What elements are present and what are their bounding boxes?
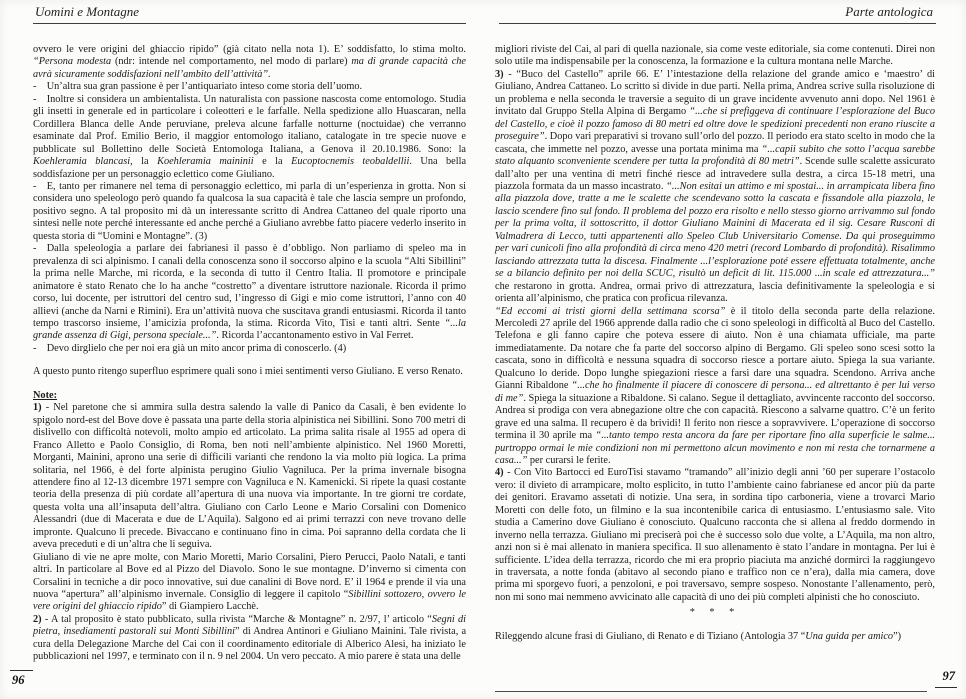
section-break-stars: * * *: [689, 607, 741, 619]
note-paragraph: 3) - “Buco del Castello” aprile 66. E’ l’intestazione della relazione del grande amico e ‘maestro’ di Giuliano, Andrea Cattaneo. Lo scritto si divide in due parti. Nella prima, Andrea scrive sulla risoluzione di un problema e nella seconda le traversie a seguito di un grave incidente avvenuto anni dopo. Nel 1961 è invitato dal Gruppo Stella Alpina di Bergamo “...che si prefiggeva di continuare l’esplorazione del Buco del Castello, e cioè il pozzo famoso di 80 metri ed oltre dove le spedizioni precedenti non erano riuscite a proseguire”. Dopo vari preparativi si trovano sull’orlo del pozzo. Il periodo era stato scelto in modo che la cascata, che immette nel pozzo, avesse una portata minima ma “...capii subito che sotto l’acqua sarebbe stato alquanto sconveniente scendere per tutta la profondità di 80 metri”. Scende sulle scalette assicurato dall’alto per una ventina di metri finché riesce ad intravedere sulla destra, a circa 15-18 metri, una piazzola formata da un masso incastrato. “...Non esitai un attimo e mi spostai... in arrampicata libera fino alla piazzola dove, tratte a me le scalette che scendevano sotto la cascata e fissandole alla piazzola, le lascio scendere fino sul fondo. Il problema del pozzo era risolto e nello stesso giorno arrivammo sul fondo per la prima volta, il sottoscritto, il dottor Giuliano Mainini di Macerata ed il sig. Cesare Rusconi di Valmadrera di Lecco, tutti appartenenti allo Speleo Club Universitario Comense. Da qui proseguimmo per vari cunicoli fino alla profondità di circa meno 420 metri (record Lombardo di profondità). Risalimmo lasciando attrezzata tutta la discesa. Finalmente ...l’esplorazione poté essere effettuata totalmente, anche se a bilancio definito per noi della SCUC, risultò un deficit di lit. 115.000 ...in scale ed attrezzatura...” che restarono in grotta. Andrea, ormai privo di attrezzatura, lascia definitivamente la speleologia e si orienta all’alpinismo, che pratica con proficua rilevanza.: [495, 68, 935, 305]
body-paragraph: A questo punto ritengo superfluo esprimere quali sono i miei sentimenti verso Giuliano. E verso Renato.: [33, 366, 463, 378]
body-paragraph: ovvero le vere origini del ghiaccio ripido” (già citato nella nota 1). E’ soddisfatto, lo stima molto. “Persona modesta (ndr: intende nel comportamento, nel modo di parlare) ma di grande capacità che avrà sicuramente soddisfazioni nell’ambito dell’attività”.: [33, 44, 466, 80]
text-column-right: [495, 44, 935, 643]
note-paragraph: 1) - Nel paretone che si ammira sulla destra salendo la valle di Panico da Casali, è ben evidente lo spigolo nord-est del Bove dove è passata una parte della storia alpinistica nei Sibillini. Sono 700 metri di dislivello con difficoltà notevoli, molto ampio ed articolato. La prima salita risale al 1955 ad opera di Franco Alletto e Paolo Consiglio, di Roma, ben noti nell’ambiente alpinistico. Nel 1960 Moretti, Morganti, Mainini, aprono una serie di difficili varianti che rendono la via molto più logica. La prima solitaria, nel 1966, è del forte alpinista perugino Giulio Vagniluca. Per la prima invernale bisogna attendere fino al 12-13 dicembre 1971 sempre con Vagniluca e N. Kamenicki. Si ripete la quasi costante teoria della presenza di più cordate all’apertura di una nuova via importante. In tre giorni tre cordate, questa volta una all’insaputa dell’altra. Giuliano con Carlo Leone e Mario Corsalini con Domenico Alessandri (due di Macerata e due de L’Aquila). Salgono ed ai primi terrazzi con neve trovano delle impronte. Qualcuno li precede. Bivaccano e continuano fino in cima. Poi sapranno della cordata che li aveva preceduti e di un’altra che li seguiva.: [33, 402, 466, 551]
running-head-right: Parte antologica: [845, 4, 933, 19]
body-paragraph: - Devo dirglielo che per noi era già un mito ancor prima di conoscerlo. (4): [33, 342, 347, 354]
note-paragraph: Giuliano di vie ne apre molte, con Mario Moretti, Mario Corsalini, Piero Perucci, Paolo Natali, e tanti altri. In particolare al Bove ed al Pizzo del Diavolo. Sono le sue montagne. D’inverno si cimenta con Corsalini in tecniche a dir poco innovative, sui due canalini di Bove nord. E’ il 1964 e prende il via una nuova “apertura” all’alpinismo invernale. Consiglio di leggere il capitolo “Sibillini sottozero, ovvero le vere origini del ghiaccio ripido” di Giampiero Lacchè.: [33, 551, 466, 613]
page-number-right: 97: [935, 669, 958, 688]
body-paragraph: - Dalla speleologia a parlare dei fabrianesi il passo è d’obbligo. Non parliamo di speleo ma in prevalenza di sci alpinismo. I canali della conoscenza sono il soccorso alpino e la scuola “Alti Sibillini” la prima nelle Marche, mi ricorda, e la seconda di tutto il Centro Italia. Il promotore e principale animatore è stato Renato che lo ha anche “costretto” a diventare istruttore nazionale. Ricorda il primo corso, lui docente, per istruttori del centro sud, l’ingresso di Gigi e mio come istruttori, l’anno con 40 allievi (anche da Narni e Rimini). Era un’attività nuova che suscitava grandi entusiasmi. Ricorda il tanto tempo trascorso insieme, l’amicizia profonda, la stima. Ricorda Vito, Tisi e tanti altri. Sente “...la grande assenza di Gigi, persona speciale...”. Ricorda l’accantonamento estivo in Val Ferret.: [33, 243, 466, 342]
page-number-left: 96: [10, 670, 33, 688]
header-rule-left: [33, 23, 466, 24]
running-head-left: Uomini e Montagne: [35, 4, 139, 19]
body-paragraph: migliori riviste del Cai, al pari di quella nazionale, sia come veste editoriale, sia come contenuti. Direi non solo utile ma indispensabile per la conoscenza, la formazione e la cultura montana nelle Marche.: [495, 44, 935, 68]
note-paragraph: 4) - Con Vito Bartocci ed EuroTisi stavamo “tramando” all’inizio degli anni ’60 per superare l’ostacolo vero: il divieto di arrampicare, molto esplicito, in tutto l’ambiente caino fabrianese ed ancor più da parte dei genitori. Eravamo assetati di notizie. Una sera, in sordina tipo carboneria, viene a trovarci Mario Moretti con delle foto, un filmino e la sua incontenibile carica di entusiasmo. L’entusiasmo sale. Vito studia a Camerino dove Giuliano è conosciuto. Qualcuno racconta che si allena al freddo dormendo in inverno nella terrazza. Giuliano mi preciserà poi che è successo solo due volte, a L’Aquila, ma non altro, anzi non si è mai allenato in maniera specifica. Il suo allenamento è stato l’andare in montagna. Per lui è sufficiente. L’idea della terrazza, ricordo che mi era proprio piaciuta ma anziché dormirci la raggiungevo in traversata, a notte fonda (abitavo al secondo piano e traffico non ce n’era), dalla mia camera, dove prima mi sporgevo fuori, a penzoloni, e poi traversavo, sempre sospeso. Nonostante l’allenamento, però, non mi sono mai nemmeno avvicinato alle capacità di uno dei più completi alpinisti che ho conosciuto.: [495, 467, 935, 603]
body-paragraph: “Ed eccomi ai tristi giorni della settimana scorsa” è il titolo della seconda parte della relazione. Mercoledì 27 aprile del 1966 apprende dalla radio che ci sono speleologi in difficoltà al Buco del Castello. Telefona e gli fanno capire che poteva essere di aiuto. Non è una chiamata ufficiale, ma parte immediatamente. Da notare che fa parte del soccorso alpino di Bergamo. Gli speleo sono scesi sotto la cascata, sono in difficoltà e nessuna squadra di soccorso riesce a portare aiuto. Spiega la sua variante. Qualcuno lo deride. Dopo lunghe spiegazioni riesce a farsi dare una squadra. Scendono. Arriva anche Gianni Ribaldone “...che ho finalmente il piacere di conoscere di persona... ed altrettanto è per lui verso di me”. Spiega la situazione a Ribaldone. Si calano. Segue il dettagliato, avvincente racconto del soccorso. Andrea si prodiga con vera abnegazione oltre che con capacità. Riescono a salvarne quattro. C’è un ferito grave ed una salma. Il recupero è da brividi! Il ferito non riesce a sopravvivere. L’operazione di soccorso termina il 30 aprile ma “...tanto tempo resta ancora da fare per riportare fino alla superficie le salme... purtroppo ormai le mie condizioni non mi permettono alcun movimento e non mi resta che tornarmene a casa...” per curarsi le ferite.: [495, 305, 935, 466]
notes-heading: Note:: [33, 389, 58, 401]
body-paragraph: - Un’altra sua gran passione è per l’antiquariato inteso come storia dell’uomo.: [33, 81, 363, 93]
footer-rule-right: [495, 691, 927, 692]
body-paragraph: Rileggendo alcune frasi di Giuliano, di Renato e di Tiziano (Antologia 37 “Una guida per amico”): [495, 630, 902, 642]
text-column-left: [33, 44, 466, 664]
body-paragraph: - E, tanto per rimanere nel tema di personaggio eclettico, mi parla di un’esperienza in grotta. Non si considera uno speleologo però quando fa qualcosa la sua capacità è tale che lascia sempre un profondo, positivo segno. A tal proposito mi dà un interessante scritto di Andrea Cattaneo del quale riporto una sintesi nelle note perché interessante ed anche perché a Giuliano avrebbe fatto piacere vederlo inserito in questa storia di “Uomini e Montagne”. (3): [33, 180, 466, 242]
body-paragraph: - Inoltre si considera un ambientalista. Un naturalista con passione nascosta come entomologo. Studia gli insetti in generale ed in particolare i coleotteri e le farfalle. Nella spedizione allo Huascaran, nella Cordillera Blanca delle Ande peruviane, preleva alcune farfalle notturne (noctuidae) che verranno esaminate dal Prof. Emilio Berio, il maggior entomologo italiano, catalogate in tre specie nuove e pubblicate sul Bollettino delle Società Entomologa Italiana, a Genova il 20.10.1986. Sono: la Koehleramia blancasi, la Koehleramia maininii e la Eucoptocnemis teobaldellii. Una bella soddisfazione per un personaggio eclettico come Giuliano.: [33, 93, 467, 180]
note-paragraph: 2) - A tal proposito è stato pubblicato, sulla rivista “Marche & Montagne” n. 2/97, l’ articolo “Segni di pietra, insediamenti pastorali sui Monti Sibillini” di Andrea Antinori e Giuliano Mainini. Tale rivista, a cura della Delegazione Marche del Cai con il coordinamento editoriale di Alberico Alesi, ha iniziato le pubblicazioni nel 1997, e terminato con il n. 9 nel 2004. Un vero peccato. A mio parere è stata una delle: [33, 613, 467, 663]
header-rule-right: [499, 23, 936, 24]
